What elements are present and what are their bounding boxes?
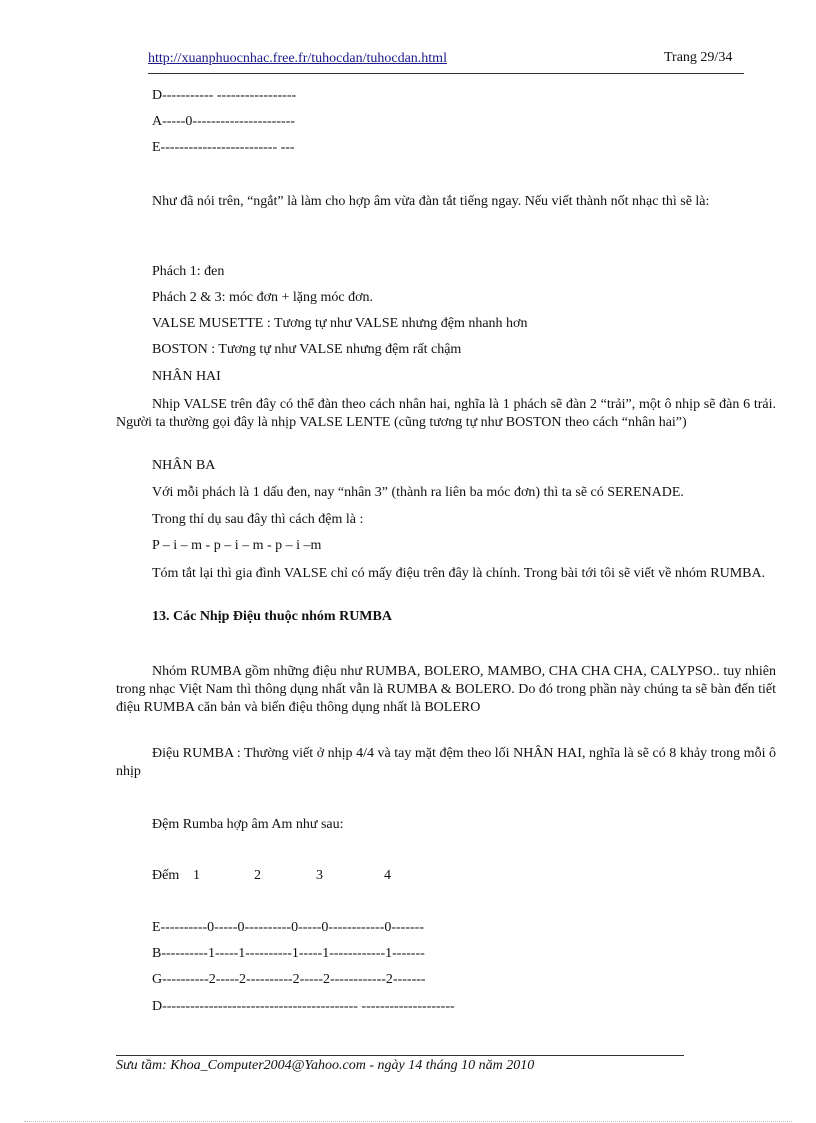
section-title: 13. Các Nhịp Điệu thuộc nhóm RUMBA [152,609,392,624]
tab-line-g: G----------2-----2----------2-----2------------2------- [152,972,426,987]
text-line: VALSE MUSETTE : Tương tự như VALSE nhưng đệm nhanh hơn [152,316,528,331]
header-divider [148,73,744,74]
tab-line-d: D------------------------------------------ -------------------- [152,999,455,1014]
paragraph-nhan-hai: Nhịp VALSE trên đây có thể đàn theo cách nhân hai, nghĩa là 1 phách sẽ đàn 2 “trải”, một ô nhịp sẽ đàn 6 trải. Người ta thường gọi đây là nhịp VALSE LENTE (cũng tương tự như BOSTON theo cách “nhân hai”) [116,397,776,430]
footer-divider [116,1055,684,1056]
page-number: Trang 29/34 [664,50,733,65]
footer-credit: Sưu tầm: Khoa_Computer2004@Yahoo.com - ngày 14 tháng 10 năm 2010 [116,1058,535,1073]
count-label: Đếm [152,868,180,883]
header-url-link[interactable]: http://xuanphuocnhac.free.fr/tuhocdan/tuhocdan.html [148,51,447,66]
text-line: Phách 1: đen [152,264,225,279]
count-beat: 3 [316,868,323,883]
tab-line-b: B----------1-----1----------1-----1------------1------- [152,946,425,961]
page-edge [24,1121,792,1122]
tab-line-e: E----------0-----0----------0-----0------------0------- [152,920,424,935]
strum-pattern: P – i – m - p – i – m - p – i –m [152,538,322,553]
text-line: Với mỗi phách là 1 dấu đen, nay “nhân 3” (thành ra liên ba móc đơn) thì ta sẽ có SERENADE. [152,485,684,500]
count-beat: 4 [384,868,391,883]
paragraph-dieu-rumba: Điệu RUMBA : Thường viết ở nhịp 4/4 và tay mặt đệm theo lối NHÂN HAI, nghĩa là sẽ có 8 khảy trong mỗi ô nhịp [116,746,776,779]
count-beat: 1 [193,868,200,883]
tab-line-a: A-----0---------------------- [152,114,295,129]
text-line: Phách 2 & 3: móc đơn + lặng móc đơn. [152,290,374,305]
tab-line-e: E------------------------- --- [152,140,295,155]
subheading-nhan-ba: NHÂN BA [152,458,216,473]
text-line: BOSTON : Tương tự như VALSE nhưng đệm rất chậm [152,342,462,357]
text-line: Trong thí dụ sau đây thì cách đệm là : [152,512,364,527]
paragraph-ngat: Như đã nói trên, “ngắt” là làm cho hợp âm vừa đàn tắt tiếng ngay. Nếu viết thành nốt nhạc thì sẽ là: [152,194,710,209]
paragraph-tom-tat: Tóm tắt lại thì gia đình VALSE chỉ có mấy điệu trên đây là chính. Trong bài tới tôi sẽ viết về nhóm RUMBA. [152,566,766,581]
subheading-nhan-hai: NHÂN HAI [152,369,221,384]
count-beat: 2 [254,868,261,883]
text-line: Đệm Rumba hợp âm Am như sau: [152,817,344,832]
paragraph-rumba: Nhóm RUMBA gồm những điệu như RUMBA, BOLERO, MAMBO, CHA CHA CHA, CALYPSO.. tuy nhiên trong nhạc Việt Nam thì thông dụng nhất vẫn là RUMBA & BOLERO. Do đó trong phần này chúng ta sẽ bàn đến tiết điệu RUMBA căn bản và biến điệu thông dụng nhất là BOLERO [116,664,776,715]
tab-line-d: D----------- ----------------- [152,88,297,103]
